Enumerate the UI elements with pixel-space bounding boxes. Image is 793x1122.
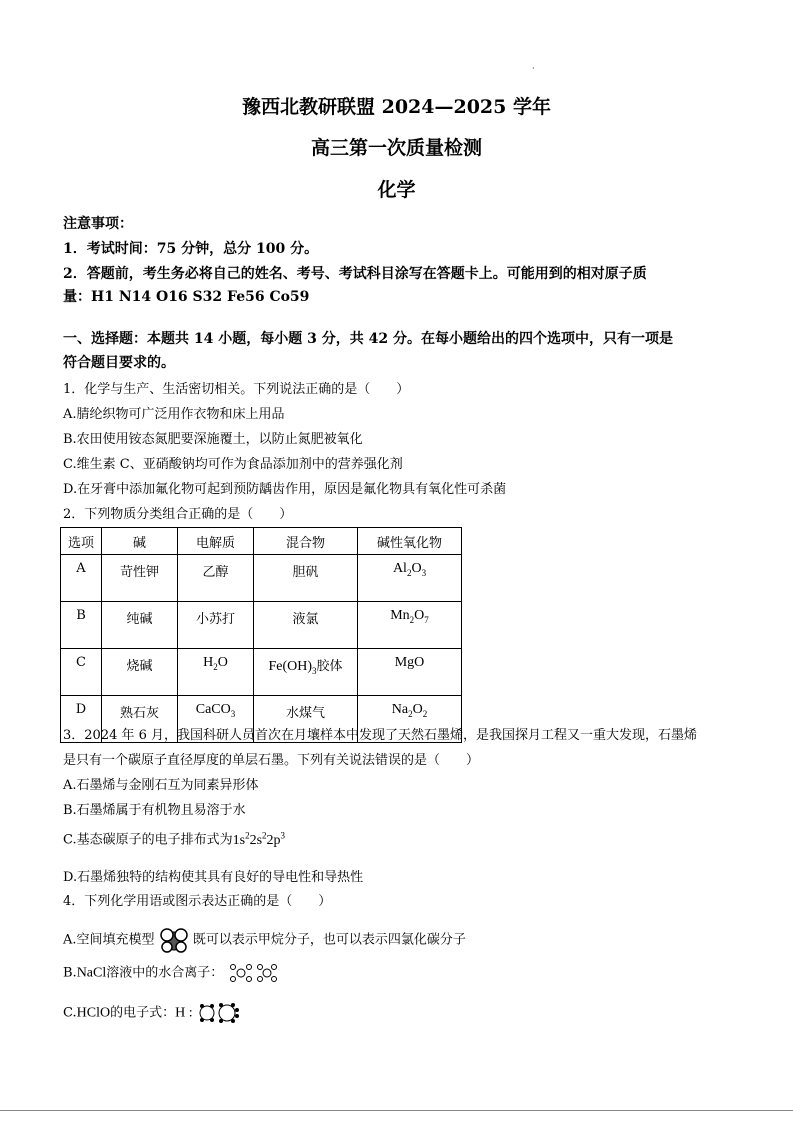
q4-option-c-pre: C. — [63, 1005, 77, 1021]
table-header: 碱性氧化物 — [358, 528, 462, 555]
q4-option-b-pre: B. — [63, 965, 77, 981]
formula-mn2o7: $Mn_2O_7$ — [358, 602, 462, 649]
table-cell: B — [61, 602, 102, 649]
table-cell: 烧碱 — [102, 649, 178, 696]
section-heading-1: 一、选择题：本题共 14 小题，每小题 3 分，共 42 分。在每小题给出的四个选项中，只有一项是 — [63, 331, 673, 347]
electron-dot-icon — [197, 1001, 241, 1025]
formula-na2o2: $Na_2O_2$ — [358, 696, 462, 743]
table-header-row — [61, 528, 462, 555]
notes-item-2a: 2．答题前，考生务必将自己的姓名、考号、考试科目涂写在答题卡上。可能用到的相对原子质 — [63, 266, 647, 282]
q4-option-a-post: 既可以表示甲烷分子，也可以表示四氯化碳分子 — [192, 932, 466, 948]
q3-option-c — [63, 826, 285, 850]
q4-option-a — [63, 927, 466, 953]
q3-stem-2: 是只有一个碳原子直径厚度的单层石墨。下列有关说法错误的是（ ） — [63, 753, 480, 768]
table-cell — [254, 649, 358, 696]
table-header: 电解质 — [178, 528, 254, 555]
hydrated-ions-icon — [227, 962, 283, 984]
q1-option-d: D.在牙膏中添加氟化物可起到预防龋齿作用，原因是氟化物具有氧化性可杀菌 — [63, 482, 507, 497]
formula-al2o3: $Al_2O_3$ — [358, 555, 462, 602]
q4-option-c — [63, 1001, 241, 1025]
classification-table — [60, 527, 462, 743]
q1-option-c: C.维生素 C、亚硝酸钠均可作为食品添加剂中的营养强化剂 — [63, 457, 403, 472]
q3-option-d: D.石墨烯独特的结构使其具有良好的导电性和导热性 — [63, 870, 364, 885]
q2-stem: 2．下列物质分类组合正确的是（ ） — [63, 507, 293, 522]
electron-configuration: $1s^22s^22p^3$ — [232, 830, 286, 848]
table-cell: 液氯 — [254, 602, 358, 649]
q4-option-b — [63, 962, 283, 984]
table-cell: 苛性钾 — [102, 555, 178, 602]
table-cell: C — [61, 649, 102, 696]
electron-formula-h: H : — [175, 1005, 193, 1021]
table-cell: 纯碱 — [102, 602, 178, 649]
q1-option-b: B.农田使用铵态氮肥要深施覆土，以防止氮肥被氧化 — [63, 432, 363, 447]
formula-nacl: NaCl — [76, 965, 107, 981]
table-cell: 胆矾 — [254, 555, 358, 602]
section-heading-2: 符合题目要求的。 — [63, 355, 175, 371]
subject-title: 化学 — [377, 179, 416, 201]
q4-stem: 4．下列化学用语或图示表达正确的是（ ） — [63, 894, 332, 909]
table-row — [61, 602, 462, 649]
notes-heading: 注意事项： — [63, 216, 133, 232]
table-header: 碱 — [102, 528, 178, 555]
page-bottom-rule — [0, 1110, 793, 1111]
table-row — [61, 555, 462, 602]
table-cell: 乙醇 — [178, 555, 254, 602]
stray-dot: · — [532, 64, 535, 73]
formula-feoh3: $Fe(OH)_3$ — [268, 659, 317, 676]
table-header: 混合物 — [254, 528, 358, 555]
q3-option-a: A.石墨烯与金刚石互为同素异形体 — [63, 778, 259, 793]
q4-option-b-post: 溶液中的水合离子： — [106, 965, 224, 981]
notes-item-2b: 量：H1 N14 O16 S32 Fe56 Co59 — [63, 289, 310, 305]
q3-option-b: B.石墨烯属于有机物且易溶于水 — [63, 803, 246, 818]
formula-h2o: $H_2O$ — [178, 649, 254, 696]
formula-hclo: HClO — [76, 1005, 111, 1021]
q4-option-a-pre: A.空间填充模型 — [63, 932, 155, 948]
q3-stem-1: 3．2024 年 6 月，我国科研人员首次在月壤样本中发现了天然石墨烯，是我国探月工程又一重大发现，石墨烯 — [63, 728, 698, 743]
table-cell: A — [61, 555, 102, 602]
table-row — [61, 649, 462, 696]
space-filling-model-icon — [159, 927, 189, 953]
formula-caco3: CaCO$_3$ — [178, 696, 254, 743]
table-cell: D — [61, 696, 102, 743]
q4-option-c-post: 的电子式： — [110, 1005, 176, 1021]
table-cell: 熟石灰 — [102, 696, 178, 743]
formula-mgo: MgO — [358, 649, 462, 696]
exam-subtitle: 高三第一次质量检测 — [310, 137, 482, 159]
table-cell: 水煤气 — [254, 696, 358, 743]
colloid-label: 胶体 — [316, 659, 343, 674]
notes-item-1: 1．考试时间：75 分钟，总分 100 分。 — [63, 241, 319, 257]
q1-option-a: A.腈纶织物可广泛用作衣物和床上用品 — [63, 407, 285, 422]
q3-option-c-text: C.基态碳原子的电子排布式为 — [63, 832, 233, 848]
table-header: 选项 — [61, 528, 102, 555]
table-cell: 小苏打 — [178, 602, 254, 649]
exam-title: 豫西北教研联盟 2024—2025 学年 — [242, 96, 551, 118]
q1-stem: 1．化学与生产、生活密切相关。下列说法正确的是（ ） — [63, 382, 410, 397]
